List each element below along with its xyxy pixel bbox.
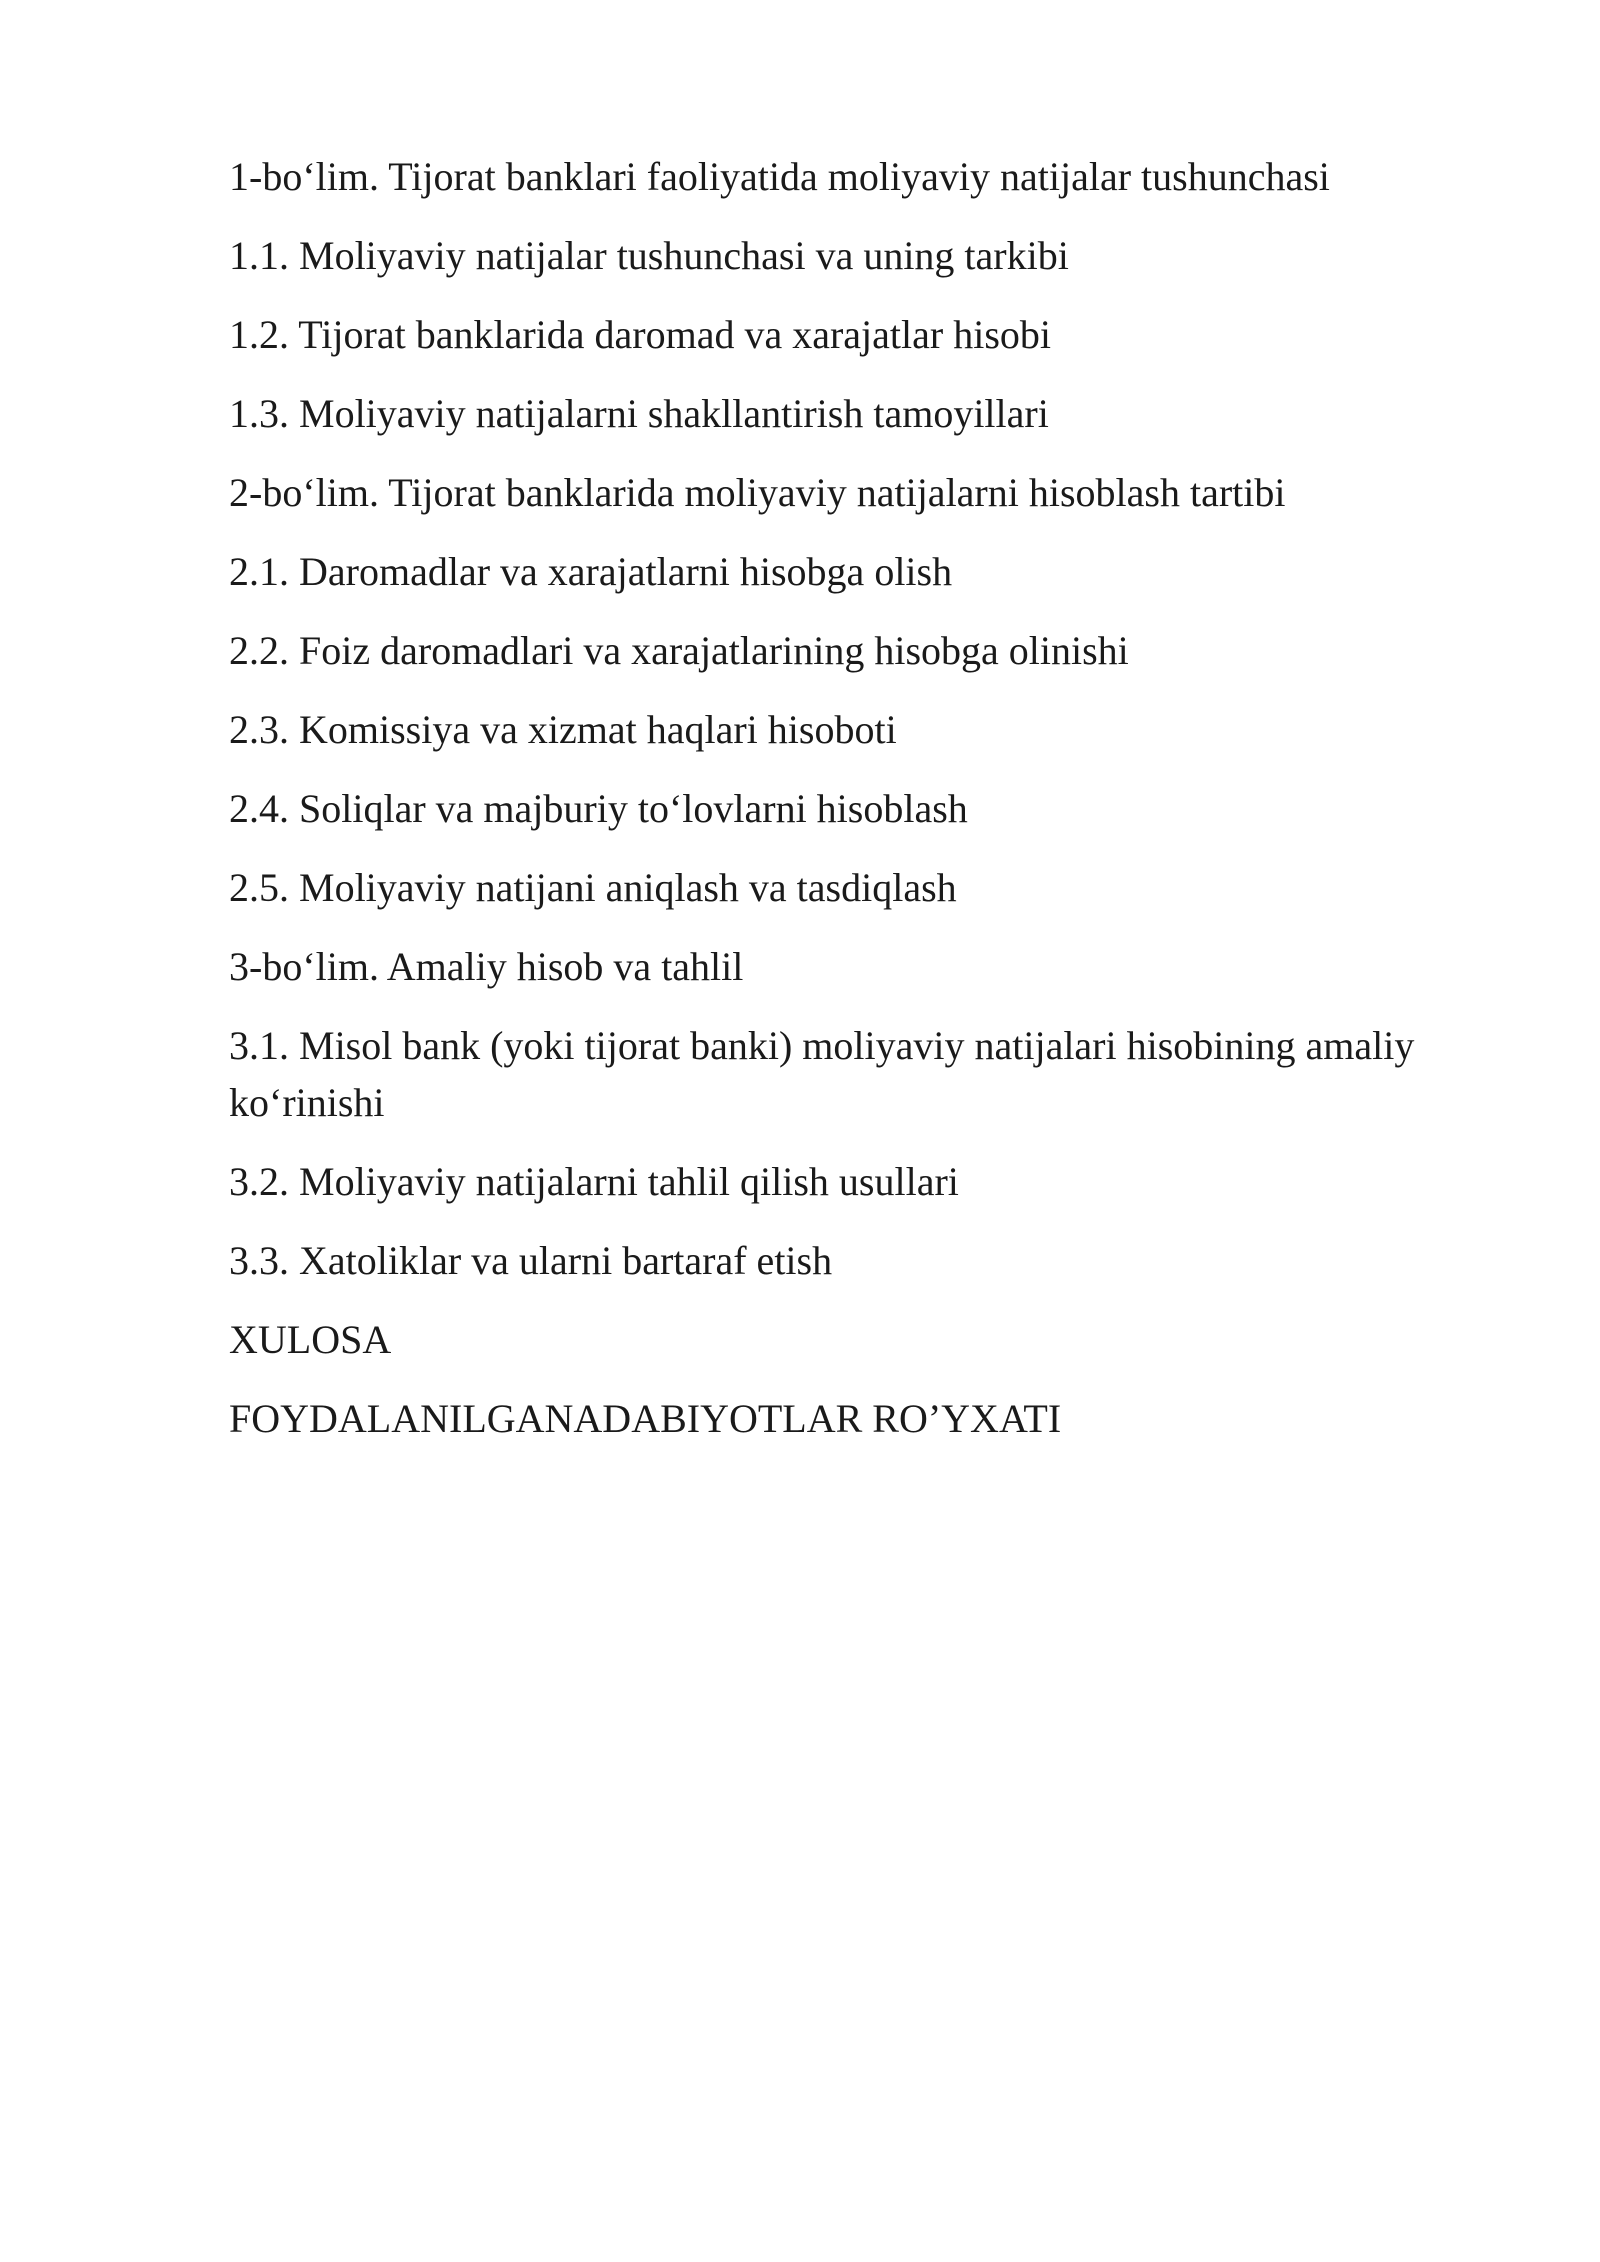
toc-item-2-4: 2.4. Soliqlar va majburiy to‘lovlarni hisoblash xyxy=(229,786,968,831)
toc-item-1-3: 1.3. Moliyaviy natijalarni shakllantirish tamoyillari xyxy=(229,391,1049,436)
table-of-contents xyxy=(229,148,1429,1469)
toc-item-2-1: 2.1. Daromadlar va xarajatlarni hisobga olish xyxy=(229,549,953,594)
toc-item-3-3: 3.3. Xatoliklar va ularni bartaraf etish xyxy=(229,1238,833,1283)
toc-section-3: 3-bo‘lim. Amaliy hisob va tahlil xyxy=(229,944,744,989)
toc-section-2: 2-bo‘lim. Tijorat banklarida moliyaviy natijalarni hisoblash tartibi xyxy=(229,470,1286,515)
toc-item-3-1: 3.1. Misol bank (yoki tijorat banki) moliyaviy natijalari hisobining amaliy ko‘rinishi xyxy=(229,1023,1415,1125)
toc-references: FOYDALANILGANADABIYOTLAR RO’YXATI xyxy=(229,1396,1062,1441)
toc-item-2-5: 2.5. Moliyaviy natijani aniqlash va tasdiqlash xyxy=(229,865,957,910)
toc-item-1-2: 1.2. Tijorat banklarida daromad va xarajatlar hisobi xyxy=(229,312,1052,357)
toc-conclusion: XULOSA xyxy=(229,1317,392,1362)
toc-item-1-1: 1.1. Moliyaviy natijalar tushunchasi va uning tarkibi xyxy=(229,233,1069,278)
toc-item-2-2: 2.2. Foiz daromadlari va xarajatlarining hisobga olinishi xyxy=(229,628,1129,673)
toc-section-1: 1-bo‘lim. Tijorat banklari faoliyatida moliyaviy natijalar tushunchasi xyxy=(229,154,1330,199)
toc-item-3-2: 3.2. Moliyaviy natijalarni tahlil qilish usullari xyxy=(229,1159,959,1204)
toc-item-2-3: 2.3. Komissiya va xizmat haqlari hisoboti xyxy=(229,707,897,752)
